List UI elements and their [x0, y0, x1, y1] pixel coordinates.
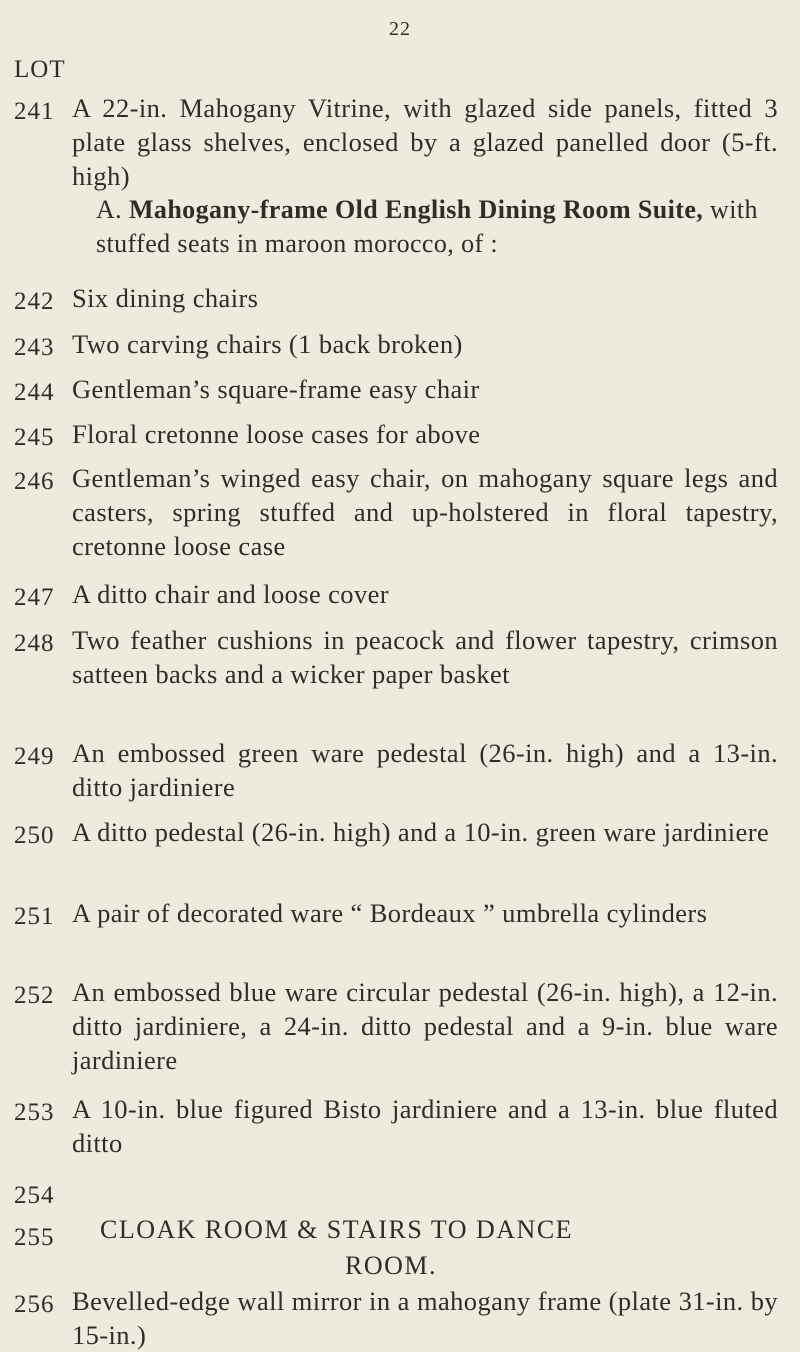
section-heading-line2: ROOM. — [345, 1251, 438, 1280]
suite-title: Mahogany-frame Old English Dining Room Suite, — [128, 195, 704, 224]
lot-description: A 10-in. blue figured Bisto jardiniere and a 13-in. blue fluted ditto — [72, 1094, 778, 1158]
lot-description: Floral cretonne loose cases for above — [72, 419, 481, 449]
lot-number: 245 — [14, 424, 55, 451]
lot-description: Two carving chairs (1 back broken) — [72, 329, 463, 359]
lot-number: 250 — [14, 822, 55, 849]
section-heading-line1: CLOAK ROOM & STAIRS TO DANCE — [100, 1215, 574, 1244]
lot-number: 248 — [14, 630, 55, 657]
lot-number: 253 — [14, 1099, 55, 1126]
lot-number: 252 — [14, 982, 55, 1009]
lot-number: 243 — [14, 334, 55, 361]
lot-number: 242 — [14, 288, 55, 315]
lot-description: Six dining chairs — [72, 283, 259, 313]
lot-description: A ditto pedestal (26-in. high) and a 10-in. green ware jardiniere — [72, 817, 770, 847]
lot-description: A 22-in. Mahogany Vitrine, with glazed side panels, fitted 3 plate glass shelves, enclosed by a glazed panelled door (5-ft. high) — [72, 93, 778, 191]
lot-number: 251 — [14, 903, 55, 930]
lot-column-header: LOT — [14, 56, 66, 83]
lot-number: 246 — [14, 468, 55, 495]
lot-number: 255 — [14, 1224, 55, 1251]
suite-detail: with stuffed seats in maroon morocco, of : — [96, 195, 758, 258]
lot-number: 256 — [14, 1291, 55, 1318]
lot-description: Gentleman’s winged easy chair, on mahogany square legs and casters, spring stuffed and up-holstered in floral tapestry, cretonne loose case — [72, 463, 778, 561]
page-number: 22 — [389, 18, 411, 40]
lot-number: 249 — [14, 743, 55, 770]
lot-description: Two feather cushions in peacock and flower tapestry, crimson satteen backs and a wicker paper basket — [72, 625, 778, 689]
lot-description: Gentleman’s square-frame easy chair — [72, 374, 480, 404]
suite-prefix: A. — [96, 195, 129, 224]
lot-description: A pair of decorated ware “ Bordeaux ” umbrella cylinders — [72, 898, 708, 928]
lot-description: An embossed blue ware circular pedestal (26-in. high), a 12-in. ditto jardiniere, a 24-in. ditto pedestal and a 9-in. blue ware jardiniere — [72, 977, 778, 1075]
suite-subheading — [96, 193, 778, 261]
lot-number: 254 — [14, 1182, 55, 1209]
lot-number: 247 — [14, 584, 55, 611]
section-heading — [100, 1212, 740, 1284]
lot-description: An embossed green ware pedestal (26-in. high) and a 13-in. ditto jardiniere — [72, 738, 778, 802]
lot-description: Bevelled-edge wall mirror in a mahogany frame (plate 31-in. by 15-in.) — [72, 1286, 778, 1350]
lot-description: A ditto chair and loose cover — [72, 579, 389, 609]
lot-number: 241 — [14, 98, 55, 125]
lot-number: 244 — [14, 379, 55, 406]
